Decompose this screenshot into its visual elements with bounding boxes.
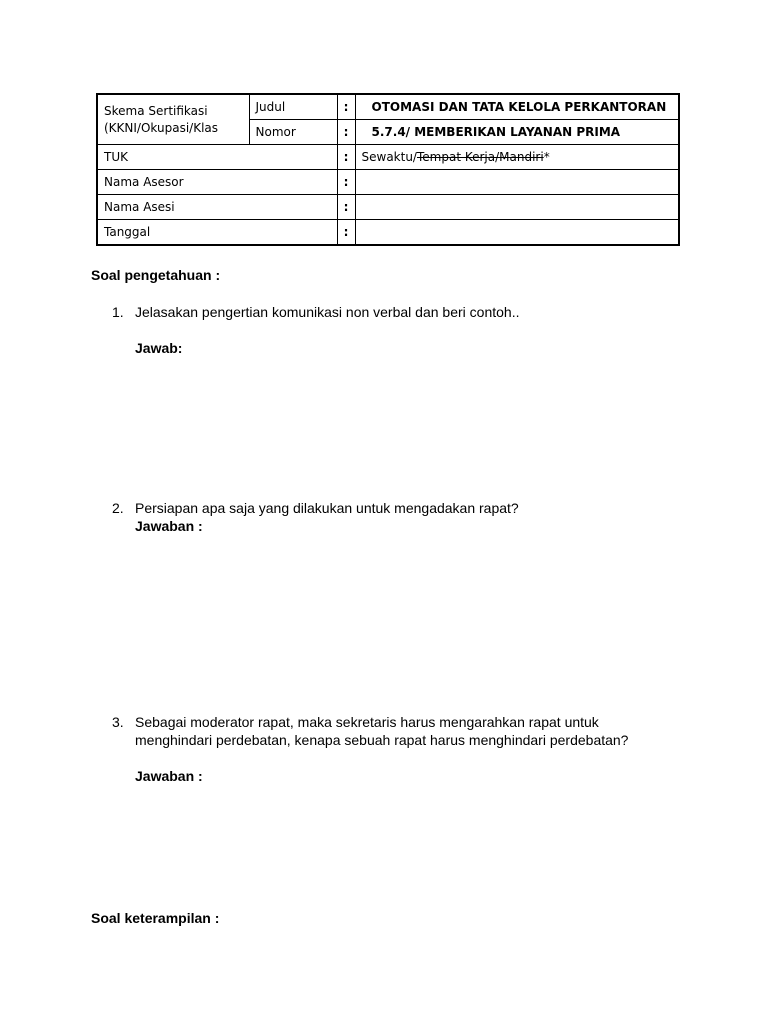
nomor-value: 5.7.4/ MEMBERIKAN LAYANAN PRIMA (355, 120, 679, 145)
asesi-row (97, 195, 679, 220)
judul-colon: : (337, 94, 355, 120)
tuk-value-suffix: * (543, 150, 550, 164)
asesor-label: Nama Asesor (97, 170, 337, 195)
soal-keterampilan-heading: Soal keterampilan : (91, 910, 220, 926)
question-3-answer-label: Jawaban : (135, 768, 203, 784)
judul-value: OTOMASI DAN TATA KELOLA PERKANTORAN (355, 94, 679, 120)
question-1 (112, 303, 695, 321)
tanggal-value (355, 220, 679, 246)
judul-label: Judul (249, 94, 337, 120)
tuk-colon: : (337, 145, 355, 170)
nomor-label: Nomor (249, 120, 337, 145)
tanggal-row (97, 220, 679, 246)
tanggal-label: Tanggal (97, 220, 337, 246)
question-3 (112, 713, 695, 749)
question-3-text-line1: Sebagai moderator rapat, maka sekretaris harus mengarahkan rapat untuk (135, 714, 599, 730)
soal-pengetahuan-heading: Soal pengetahuan : (91, 267, 221, 283)
nomor-colon: : (337, 120, 355, 145)
question-1-number: 1. (112, 304, 124, 320)
skema-label-cell (97, 94, 249, 145)
asesi-colon: : (337, 195, 355, 220)
skema-label-line2: (KKNI/Okupasi/Klas (104, 120, 219, 135)
question-2-number: 2. (112, 500, 124, 516)
skema-label-line1: Skema Sertifikasi (104, 103, 208, 118)
asesi-label: Nama Asesi (97, 195, 337, 220)
tuk-value-struck: Tempat Kerja/Mandiri (416, 150, 544, 164)
question-3-text-line2: menghindari perdebatan, kenapa sebuah rapat harus menghindari perdebatan? (135, 732, 629, 748)
question-1-text: Jelasakan pengertian komunikasi non verbal dan beri contoh.. (135, 304, 520, 320)
question-2-text: Persiapan apa saja yang dilakukan untuk mengadakan rapat? (135, 500, 519, 516)
tuk-value-plain: Sewaktu/ (361, 150, 417, 164)
tuk-row (97, 145, 679, 170)
question-3-number: 3. (112, 714, 124, 730)
asesi-value (355, 195, 679, 220)
judul-row (97, 94, 679, 120)
asesor-value (355, 170, 679, 195)
question-2 (112, 499, 695, 517)
question-2-answer-label: Jawaban : (135, 518, 203, 534)
asesor-row (97, 170, 679, 195)
question-3-text (135, 713, 695, 749)
asesor-colon: : (337, 170, 355, 195)
question-1-answer-label: Jawab: (135, 340, 183, 356)
header-table (96, 93, 680, 246)
tuk-value (355, 145, 679, 170)
tuk-label: TUK (97, 145, 337, 170)
tanggal-colon: : (337, 220, 355, 246)
